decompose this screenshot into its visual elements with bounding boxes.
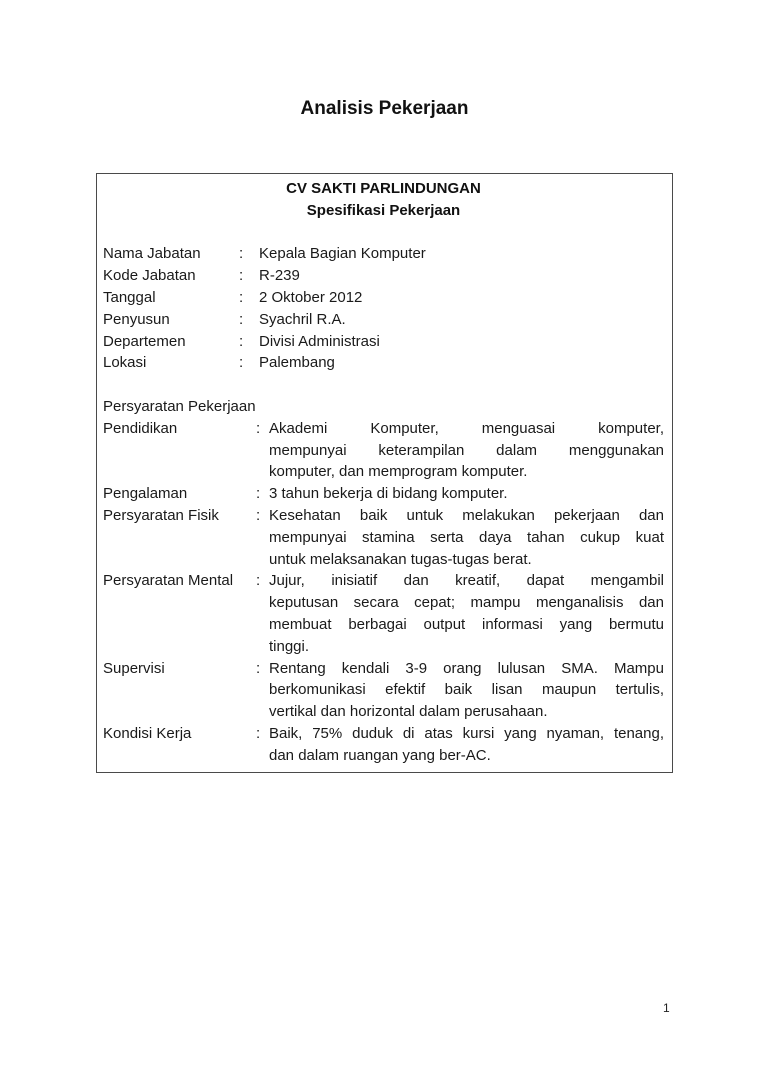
field-colon: : — [239, 310, 244, 328]
field-value: Kepala Bagian Komputer — [259, 245, 426, 263]
requirement-colon: : — [256, 506, 261, 524]
requirement-line: untuk melaksanakan tugas-tugas berat. — [269, 550, 532, 568]
requirement-label: Persyaratan Mental — [103, 572, 234, 590]
requirement-row-persyaratan-fisik — [103, 505, 664, 570]
requirement-colon: : — [256, 419, 261, 437]
field-row-lokasi — [103, 352, 664, 374]
spacer — [103, 222, 664, 244]
field-colon: : — [239, 245, 244, 263]
field-label: Nama Jabatan — [103, 245, 201, 263]
requirement-label: Persyaratan Fisik — [103, 506, 219, 524]
company-name: CV SAKTI PARLINDUNGAN — [286, 180, 481, 197]
requirement-line: Baik, 75% duduk di atas kursi yang nyaman, tenang, — [269, 724, 664, 742]
field-row-nama-jabatan — [103, 243, 664, 265]
document-subtitle: Spesifikasi Pekerjaan — [306, 201, 461, 219]
requirement-text — [269, 505, 664, 570]
specification-box — [96, 173, 673, 773]
field-colon: : — [239, 354, 244, 372]
field-value: Palembang — [259, 354, 335, 372]
requirement-line: Akademi Komputer, menguasai komputer, — [269, 419, 664, 437]
page-title: Analisis Pekerjaan — [300, 98, 469, 119]
requirement-colon: : — [256, 485, 261, 503]
field-label: Penyusun — [103, 310, 170, 328]
field-row-kode-jabatan — [103, 265, 664, 287]
field-label: Lokasi — [103, 354, 147, 372]
requirement-line: dan dalam ruangan yang ber-AC. — [269, 746, 491, 764]
requirement-line: keputusan secara cepat; mampu menganalisis dan — [269, 594, 664, 612]
requirement-line: komputer, dan memprogram komputer. — [269, 463, 528, 481]
field-row-penyusun — [103, 309, 664, 331]
requirements-heading: Persyaratan Pekerjaan — [103, 397, 256, 415]
requirement-line: Jujur, inisiatif dan kreatif, dapat mengambil — [269, 572, 664, 590]
requirement-row-pendidikan — [103, 418, 664, 483]
requirement-row-kondisi-kerja — [103, 723, 664, 767]
requirement-line: Rentang kendali 3-9 orang lulusan SMA. Mampu — [269, 659, 664, 677]
requirement-text — [269, 658, 664, 723]
field-row-tanggal — [103, 287, 664, 309]
requirements-list — [103, 418, 664, 767]
requirement-label: Pendidikan — [103, 419, 178, 437]
field-value: 2 Oktober 2012 — [259, 288, 363, 306]
requirement-colon: : — [256, 572, 261, 590]
requirement-line: berkomunikasi efektif baik lisan maupun tertulis, — [269, 681, 664, 699]
requirement-line: 3 tahun bekerja di bidang komputer. — [269, 485, 508, 503]
field-colon: : — [239, 288, 244, 306]
requirement-text — [269, 723, 664, 767]
field-label: Kode Jabatan — [103, 267, 196, 285]
requirement-row-supervisi — [103, 658, 664, 723]
requirement-colon: : — [256, 659, 261, 677]
requirement-row-pengalaman — [103, 483, 664, 505]
requirement-line: tinggi. — [269, 637, 310, 655]
requirement-label: Kondisi Kerja — [103, 724, 192, 742]
page-number: 1 — [663, 1001, 670, 1015]
requirement-line: vertikal dan horizontal dalam perusahaan. — [269, 703, 548, 721]
field-value: Syachril R.A. — [259, 310, 346, 328]
requirement-line: mempunyai keterampilan dalam menggunakan — [269, 441, 664, 459]
requirement-text — [269, 418, 664, 483]
field-colon: : — [239, 267, 244, 285]
requirement-text — [269, 570, 664, 657]
job-identity-fields — [103, 243, 664, 374]
spacer — [103, 374, 664, 396]
requirement-label: Pengalaman — [103, 485, 188, 503]
requirement-colon: : — [256, 724, 261, 742]
requirement-label: Supervisi — [103, 659, 165, 677]
requirement-text — [269, 483, 664, 505]
field-label: Departemen — [103, 332, 186, 350]
requirement-line: mempunyai stamina serta daya tahan cukup kuat — [269, 528, 664, 546]
field-label: Tanggal — [103, 288, 156, 306]
field-colon: : — [239, 332, 244, 350]
requirement-line: membuat berbagai output informasi yang bermutu — [269, 615, 664, 633]
requirement-line: Kesehatan baik untuk melakukan pekerjaan dan — [269, 506, 664, 524]
field-row-departemen — [103, 331, 664, 353]
field-value: Divisi Administrasi — [259, 332, 380, 350]
requirement-row-persyaratan-mental — [103, 570, 664, 657]
field-value: R-239 — [259, 267, 300, 285]
